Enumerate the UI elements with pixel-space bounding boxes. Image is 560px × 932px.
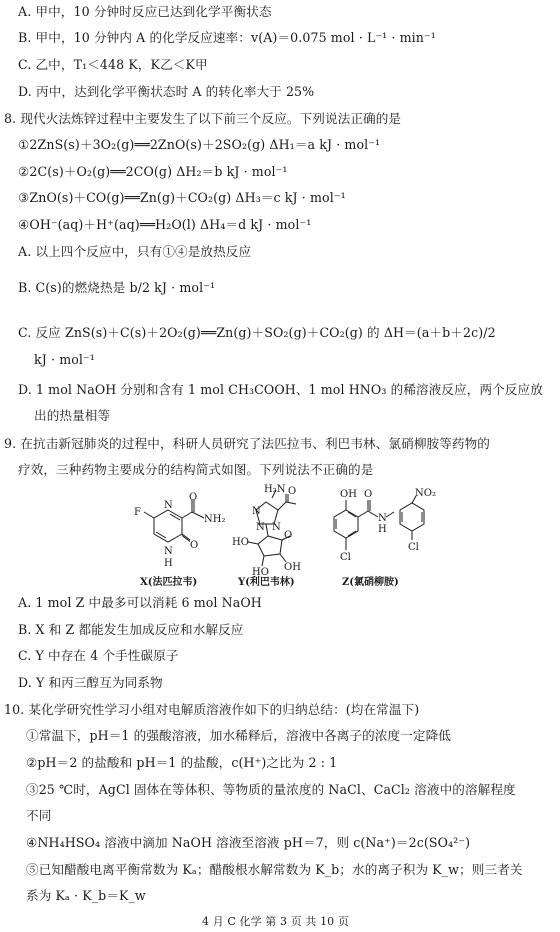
molecule-x-label: X(法匹拉韦) bbox=[140, 577, 198, 588]
z-carbonyl-oxygen: O bbox=[364, 489, 373, 500]
q8-option-d-cont: 出的热量相等 bbox=[34, 408, 111, 423]
y-triazole-n2: N bbox=[272, 522, 281, 533]
q8-reaction-4: ④OH⁻(aq)＋H⁺(aq)══H₂O(l) ΔH₄＝d kJ · mol⁻¹ bbox=[18, 217, 312, 232]
q8-option-d: D. 1 mol NaOH 分别和含有 1 mol CH₃COOH、1 mol HNO₃ 的稀溶液反应，两个反应放 bbox=[18, 382, 543, 397]
q8-option-c: C. 反应 ZnS(s)＋C(s)＋2O₂(g)══Zn(g)＋SO₂(g)＋CO₂(g) 的 ΔH＝(a＋b＋2c)/2 bbox=[18, 325, 496, 340]
q8-reaction-1: ①2ZnS(s)＋3O₂(g)══2ZnO(s)＋2SO₂(g) ΔH₁＝a kJ · mol⁻¹ bbox=[18, 137, 381, 152]
x-ring-oxygen: O bbox=[190, 540, 199, 551]
molecule-y-label: Y(利巴韦林) bbox=[238, 577, 295, 588]
q8-option-a: A. 以上四个反应中，只有①④是放热反应 bbox=[18, 244, 252, 259]
y-hydroxyl-left: HO bbox=[232, 537, 249, 548]
q10-statement-3-cont: 不同 bbox=[26, 808, 52, 823]
molecule-z-structure bbox=[320, 484, 440, 574]
y-hydroxyl-right: OH bbox=[284, 562, 301, 573]
q10-statement-5: ⑤已知醋酸电离平衡常数为 Kₐ；醋酸根水解常数为 K_b；水的离子积为 K_w；则三者关 bbox=[26, 862, 523, 877]
q10-statement-4: ④NH₄HSO₄ 溶液中滴加 NaOH 溶液至溶液 pH＝7，则 c(Na⁺)＝2c(SO₄²⁻) bbox=[26, 835, 471, 850]
q7-option-c: C. 乙中，T₁＜448 K，K乙＜K甲 bbox=[18, 57, 208, 72]
x-carbonyl-oxygen: O bbox=[189, 492, 198, 503]
y-amide-h2n: H₂N bbox=[264, 484, 286, 495]
z-chlorine-right: Cl bbox=[408, 542, 419, 553]
x-amide-nh2: NH₂ bbox=[204, 514, 226, 525]
z-amide-nitrogen: N bbox=[378, 513, 387, 524]
q7-option-b: B. 甲中，10 分钟内 A 的化学反应速率：v(A)＝0.075 mol · L⁻¹ · min⁻¹ bbox=[18, 30, 436, 45]
z-chlorine-left: Cl bbox=[340, 552, 351, 563]
y-triazole-n1: N bbox=[252, 506, 261, 517]
q9-stem-cont: 疗效，三种药物主要成分的结构简式如图。下列说法不正确的是 bbox=[18, 462, 374, 477]
y-furanose-oxygen: O bbox=[284, 530, 293, 541]
q8-reaction-3: ③ZnO(s)＋CO(g)══Zn(g)＋CO₂(g) ΔH₃＝c kJ · mol⁻¹ bbox=[18, 190, 346, 205]
q10-statement-1: ①常温下，pH＝1 的强酸溶液，加水稀释后，溶液中各离子的浓度一定降低 bbox=[26, 728, 451, 743]
q10-stem: 10. 某化学研究性学习小组对电解质溶液作如下的归纳总结：(均在常温下) bbox=[4, 702, 420, 717]
z-amide-hydrogen: H bbox=[378, 524, 387, 535]
z-phenol-oh: OH bbox=[340, 489, 357, 500]
page-footer: 4 月 C 化学 第 3 页 共 10 页 bbox=[202, 915, 349, 928]
molecule-x-structure bbox=[130, 492, 230, 572]
molecule-z-label: Z(氯硝柳胺) bbox=[342, 577, 399, 588]
x-ring-nitrogen-bottom: N bbox=[164, 546, 173, 557]
q10-statement-5-cont: 系为 Kₐ · K_b＝K_w bbox=[26, 888, 146, 903]
molecule-y-structure bbox=[228, 482, 318, 576]
x-fluorine-atom: F bbox=[134, 507, 141, 518]
q9-option-b: B. X 和 Z 都能发生加成反应和水解反应 bbox=[18, 622, 244, 637]
q8-reaction-2: ②2C(s)＋O₂(g)══2CO(g) ΔH₂＝b kJ · mol⁻¹ bbox=[18, 164, 288, 179]
z-nitro-group: NO₂ bbox=[415, 488, 436, 499]
x-ring-nitrogen-top: N bbox=[164, 500, 173, 511]
q9-option-c: C. Y 中存在 4 个手性碳原子 bbox=[18, 648, 179, 663]
x-ring-hydrogen: H bbox=[164, 558, 173, 569]
q8-stem: 8. 现代火法炼锌过程中主要发生了以下前三个反应。下列说法正确的是 bbox=[4, 111, 402, 126]
y-carbonyl-oxygen: O bbox=[288, 486, 297, 497]
q9-stem: 9. 在抗击新冠肺炎的过程中，科研人员研究了法匹拉韦、利巴韦林、氯硝柳胺等药物的 bbox=[4, 436, 490, 451]
q10-statement-3: ③25 ℃时，AgCl 固体在等体积、等物质的量浓度的 NaCl、CaCl₂ 溶液中的溶解程度 bbox=[26, 782, 516, 797]
q7-option-d: D. 丙中，达到化学平衡状态时 A 的转化率大于 25% bbox=[18, 84, 315, 99]
y-hydroxyl-bottom: HO bbox=[252, 567, 269, 576]
y-triazole-n3: N bbox=[256, 522, 265, 533]
q7-option-a: A. 甲中，10 分钟时反应已达到化学平衡状态 bbox=[18, 4, 272, 19]
q8-option-c-unit: kJ · mol⁻¹ bbox=[34, 352, 95, 367]
q9-option-a: A. 1 mol Z 中最多可以消耗 6 mol NaOH bbox=[18, 595, 262, 610]
q9-option-d: D. Y 和丙三醇互为同系物 bbox=[18, 675, 163, 690]
q8-option-b: B. C(s)的燃烧热是 b/2 kJ · mol⁻¹ bbox=[18, 280, 216, 295]
q10-statement-2: ②pH＝2 的盐酸和 pH＝1 的盐酸，c(H⁺)之比为 2 : 1 bbox=[26, 755, 338, 770]
